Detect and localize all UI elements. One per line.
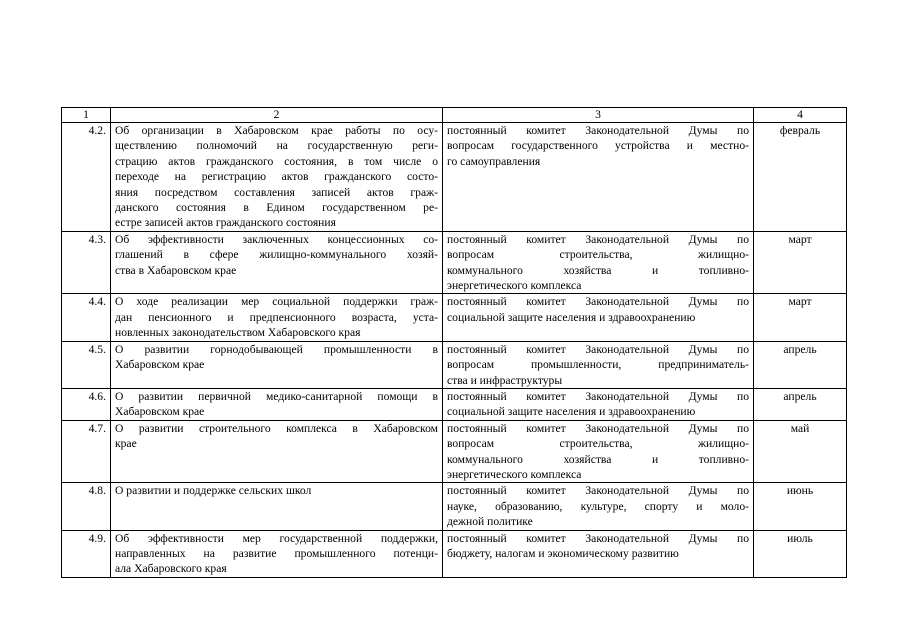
committee-line: энергетического комплекса	[447, 467, 582, 481]
topic-line: направленных на развитие промышленного потенци-	[115, 546, 438, 560]
header-cell-4: 4	[754, 108, 847, 123]
responsible-committee	[443, 420, 754, 483]
committee-line: постоянный комитет Законодательной Думы по	[447, 295, 749, 309]
topic-line: О развитии и поддержке сельских школ	[115, 484, 312, 498]
responsible-committee	[443, 530, 754, 577]
topic-line: О развитии строительного комплекса в Хабаровском	[115, 421, 438, 435]
committee-line: постоянный комитет Законодательной Думы по	[447, 421, 749, 435]
topic-line: Хабаровском крае	[115, 358, 205, 372]
table-row	[62, 483, 847, 530]
deadline-month: февраль	[754, 123, 847, 232]
committee-line: социальной защите населения и здравоохранению	[447, 405, 696, 419]
committee-line: энергетического комплекса	[447, 279, 582, 293]
topic-line: крае	[115, 437, 137, 451]
header-row	[62, 108, 847, 123]
committee-line: науке, образованию, культуре, спорту и моло-	[447, 499, 749, 513]
deadline-month: март	[754, 231, 847, 294]
item-topic	[111, 341, 443, 388]
item-topic	[111, 483, 443, 530]
table-row	[62, 420, 847, 483]
item-topic	[111, 420, 443, 483]
committee-line: дежной политике	[447, 515, 533, 529]
responsible-committee	[443, 483, 754, 530]
committee-line: постоянный комитет Законодательной Думы по	[447, 484, 749, 498]
table-row	[62, 123, 847, 232]
item-topic	[111, 294, 443, 341]
header-cell-1: 1	[62, 108, 111, 123]
topic-line: дан пенсионного и предпенсионного возраста, уста-	[115, 310, 438, 324]
topic-line: Хабаровском крае	[115, 405, 205, 419]
topic-line: Об эффективности заключенных концессионных со-	[115, 232, 438, 246]
table-row	[62, 388, 847, 420]
deadline-month: июнь	[754, 483, 847, 530]
deadline-month: март	[754, 294, 847, 341]
table-row	[62, 530, 847, 577]
item-number: 4.6.	[62, 388, 111, 420]
item-number: 4.3.	[62, 231, 111, 294]
committee-line: вопросам строительства, жилищно-	[447, 248, 749, 262]
deadline-month: апрель	[754, 388, 847, 420]
topic-line: ала Хабаровского края	[115, 562, 227, 576]
topic-line: О развитии первичной медико-санитарной помощи в	[115, 389, 438, 403]
committee-line: постоянный комитет Законодательной Думы по	[447, 124, 749, 137]
committee-line: вопросам государственного устройства и местно-	[447, 139, 749, 153]
header-cell-2: 2	[111, 108, 443, 123]
deadline-month: май	[754, 420, 847, 483]
committee-line: постоянный комитет Законодательной Думы по	[447, 232, 749, 246]
topic-line: Об эффективности мер государственной поддержки,	[115, 531, 438, 545]
topic-line: новленных законодательством Хабаровского края	[115, 326, 361, 340]
item-number: 4.7.	[62, 420, 111, 483]
topic-line: естре записей актов гражданского состояния	[115, 216, 336, 230]
topic-line: ществлению полномочий на государственную реги-	[115, 139, 438, 153]
committee-line: постоянный комитет Законодательной Думы по	[447, 389, 749, 403]
responsible-committee	[443, 341, 754, 388]
responsible-committee	[443, 388, 754, 420]
committee-line: го самоуправления	[447, 154, 541, 168]
item-number: 4.9.	[62, 530, 111, 577]
committee-line: постоянный комитет Законодательной Думы по	[447, 342, 749, 356]
item-number: 4.4.	[62, 294, 111, 341]
committee-line: коммунального хозяйства и топливно-	[447, 263, 749, 277]
plan-table	[61, 107, 847, 578]
item-topic	[111, 388, 443, 420]
committee-line: коммунального хозяйства и топливно-	[447, 452, 749, 466]
table-row	[62, 231, 847, 294]
item-number: 4.8.	[62, 483, 111, 530]
topic-line: страцию актов гражданского состояния, в том числе о	[115, 154, 438, 168]
responsible-committee	[443, 231, 754, 294]
committee-line: бюджету, налогам и экономическому развитию	[447, 546, 679, 560]
committee-line: постоянный комитет Законодательной Думы по	[447, 531, 749, 545]
topic-line: яния посредством составления записей актов граж-	[115, 185, 438, 199]
topic-line: О развитии горнодобывающей промышленности в	[115, 342, 438, 356]
item-number: 4.2.	[62, 123, 111, 232]
item-topic	[111, 530, 443, 577]
committee-line: ства и инфраструктуры	[447, 373, 563, 387]
topic-line: переходе на регистрацию актов гражданского состо-	[115, 170, 438, 184]
deadline-month: июль	[754, 530, 847, 577]
topic-line: Об организации в Хабаровском крае работы по осу-	[115, 124, 438, 137]
committee-line: вопросам строительства, жилищно-	[447, 437, 749, 451]
topic-line: ства в Хабаровском крае	[115, 263, 237, 277]
responsible-committee	[443, 294, 754, 341]
topic-line: глашений в сфере жилищно-коммунального хозяй-	[115, 248, 438, 262]
table-row	[62, 294, 847, 341]
header-cell-3: 3	[443, 108, 754, 123]
committee-line: вопросам промышленности, предприниматель-	[447, 358, 749, 372]
item-topic	[111, 231, 443, 294]
item-number: 4.5.	[62, 341, 111, 388]
topic-line: О ходе реализации мер социальной поддержки граж-	[115, 295, 438, 309]
table-row	[62, 341, 847, 388]
topic-line: данского состояния в Едином государственном ре-	[115, 201, 438, 215]
item-topic	[111, 123, 443, 232]
deadline-month: апрель	[754, 341, 847, 388]
committee-line: социальной защите населения и здравоохранению	[447, 310, 696, 324]
responsible-committee	[443, 123, 754, 232]
